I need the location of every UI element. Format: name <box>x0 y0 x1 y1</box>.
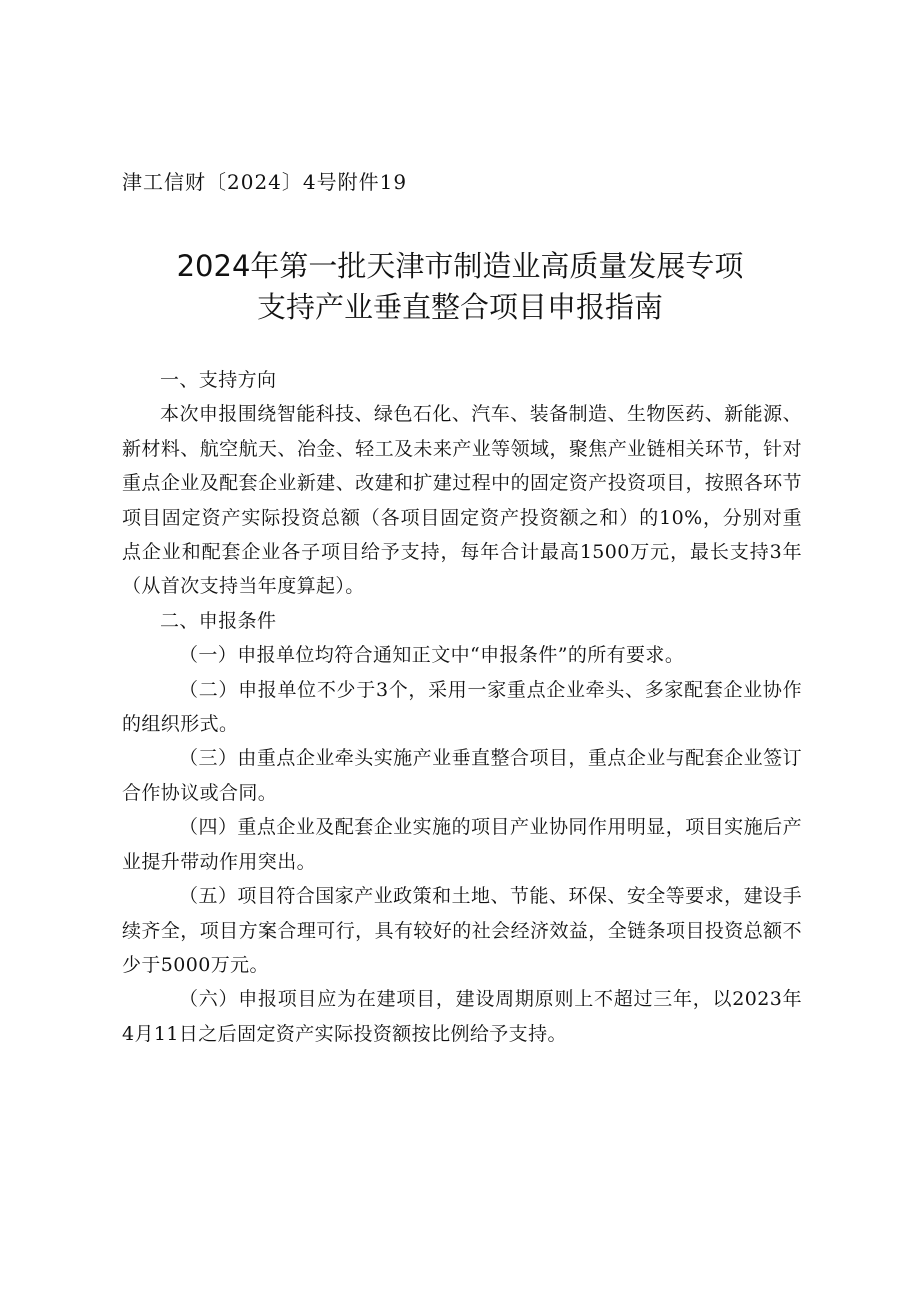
support-direction-paragraph: 本次申报围绕智能科技、绿色石化、汽车、装备制造、生物医药、新能源、新材料、航空航天、冶金、轻工及未来产业等领域，聚焦产业链相关环节，针对重点企业及配套企业新建、改建和扩建过程中的固定资产投资项目，按照各环节项目固定资产实际投资总额（各项目固定资产投资额之和）的10%，分别对重点企业和配套企业各子项目给予支持，每年合计最高1500万元，最长支持3年（从首次支持当年度算起）。 <box>122 403 802 598</box>
condition-item-5: （五）项目符合国家产业政策和土地、节能、环保、安全等要求，建设手续齐全，项目方案合理可行，具有较好的社会经济效益，全链条项目投资总额不少于5000万元。 <box>122 885 802 976</box>
condition-item-4: （四）重点企业及配套企业实施的项目产业协同作用明显，项目实施后产业提升带动作用突出。 <box>122 816 802 873</box>
document-number: 津工信财〔2024〕4号附件19 <box>122 170 408 194</box>
condition-item-2: （二）申报单位不少于3个，采用一家重点企业牵头、多家配套企业协作的组织形式。 <box>122 678 802 736</box>
document-body <box>122 363 802 1051</box>
condition-item-1: （一）申报单位均符合通知正文中“申报条件”的所有要求。 <box>179 644 685 667</box>
condition-item-6: （六）申报项目应为在建项目，建设周期原则上不超过三年，以2023年4月11日之后固定资产实际投资额按比例给予支持。 <box>122 988 802 1045</box>
document-title-line-2: 支持产业垂直整合项目申报指南 <box>256 290 663 324</box>
condition-item-3: （三）由重点企业牵头实施产业垂直整合项目，重点企业与配套企业签订合作协议或合同。 <box>122 747 802 804</box>
document-title-line-1: 2024年第一批天津市制造业高质量发展专项 <box>176 249 744 283</box>
section-heading-support-direction: 一、支持方向 <box>160 369 277 391</box>
section-heading-application-conditions: 二、申报条件 <box>160 609 277 632</box>
